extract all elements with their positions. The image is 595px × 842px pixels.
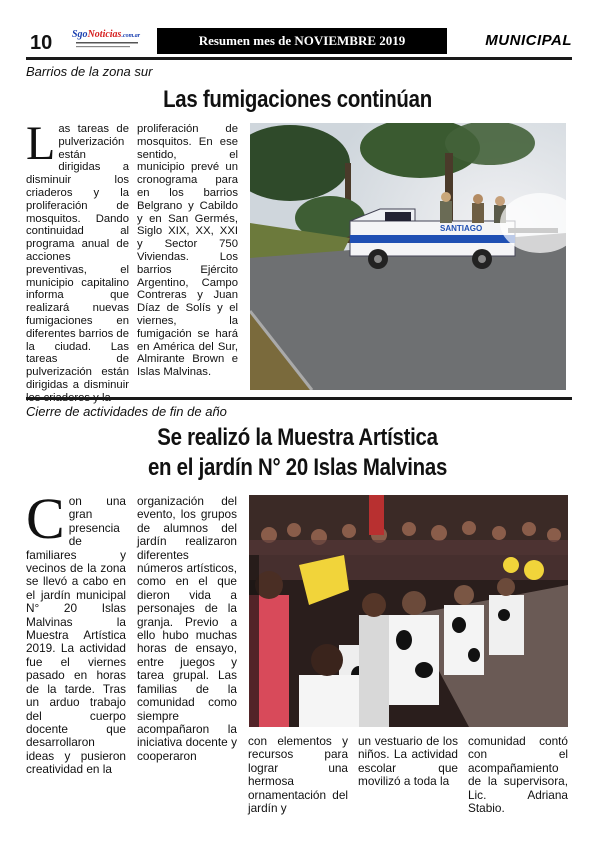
section-label: MUNICIPAL [452,30,572,52]
article1-col1-text: as tareas de pulverización están dirigidas a disminuir los criaderos y la proliferación de mosquitos. Dando continuidad al programa anual de acciones preventivas, el municipio capitalino informa que realizará nuevas fumigaciones en diferentes barrios de la ciudad. Las tareas de pulverización están dirigidas a disminuir [26,123,129,391]
article1-kicker: Barrios de la zona sur [26,64,153,79]
article2-dropcap: C [26,486,65,551]
article2-column-2: organización del evento, los grupos de alumnos del jardín realizaron diferentes números artísticos, como en el que dieron vida a personajes de la granja. Previo a ello hubo muchas horas de ensayo, entre juegos y tarea grupal. Las familias de la comunidad como siempre acompañaron la iniciativa docente y cooperaron [137,494,237,763]
article2-col1-text: on una gran presencia de familiares y vecinos de la zona se llevó a cabo en el jardín municipal N° 20 Islas Malvinas la Muestra Artística 2019. La actividad fue el viernes pasado en horas de la tarde. Tras un arduo trabajo del cuerpo docente que desarrollaron ideas y pusieron creatividad en la [26,494,126,777]
newspaper-logo [72,28,150,54]
article1-headline: Las fumigaciones continúan [163,86,432,113]
article2-headline-line1: Se realizó la Muestra Artística [157,424,438,451]
article2-column-5: comunidad contó con el acompañamiento de la supervisora, Lic. Adriana Stabio. [468,734,568,816]
article2-kicker: Cierre de actividades de fin de año [26,404,227,419]
article1-column-1 [26,117,129,405]
logo-name-b: Noticias [87,29,122,40]
section-divider [26,397,572,400]
article2-column-3: con elementos y recursos para lograr una hermosa ornamentación del jardín y [248,734,348,816]
article1-dropcap: L [26,117,56,170]
article2-column-4: un vestuario de los niños. La actividad escolar que movilizó a toda la [358,734,458,789]
art-show-children-photo [249,495,568,727]
logo-domain: .com.ar [121,33,141,39]
page-number: 10 [30,32,53,54]
article1-column-2: proliferación de mosquitos. En ese sentido, el municipio prevé un cronograma para en los barrios Belgrano y Cabildo y en San Germés, Siglo XIX, XX, XXI y Sector 750 Viviendas. Los barrios Ejército Argentino, Campo Contreras y Juan Díaz de Solís y el viernes, la fumigación se hará en América del Sur, Almirante Brown e Islas Malvinas. [137,123,238,379]
issue-summary: Resumen mes de NOVIEMBRE 2019 [198,33,406,48]
header-divider [26,57,572,60]
truck-door-text: SANTIAGO [440,224,483,233]
logo-name-a: Sgo [72,29,88,40]
logo-tagline-graphic [76,41,146,51]
article2-headline-line2: en el jardín N° 20 Islas Malvinas [147,454,448,481]
article2-column-1 [26,486,126,777]
article2-headline [45,423,551,483]
fumigation-truck-photo [250,123,566,390]
